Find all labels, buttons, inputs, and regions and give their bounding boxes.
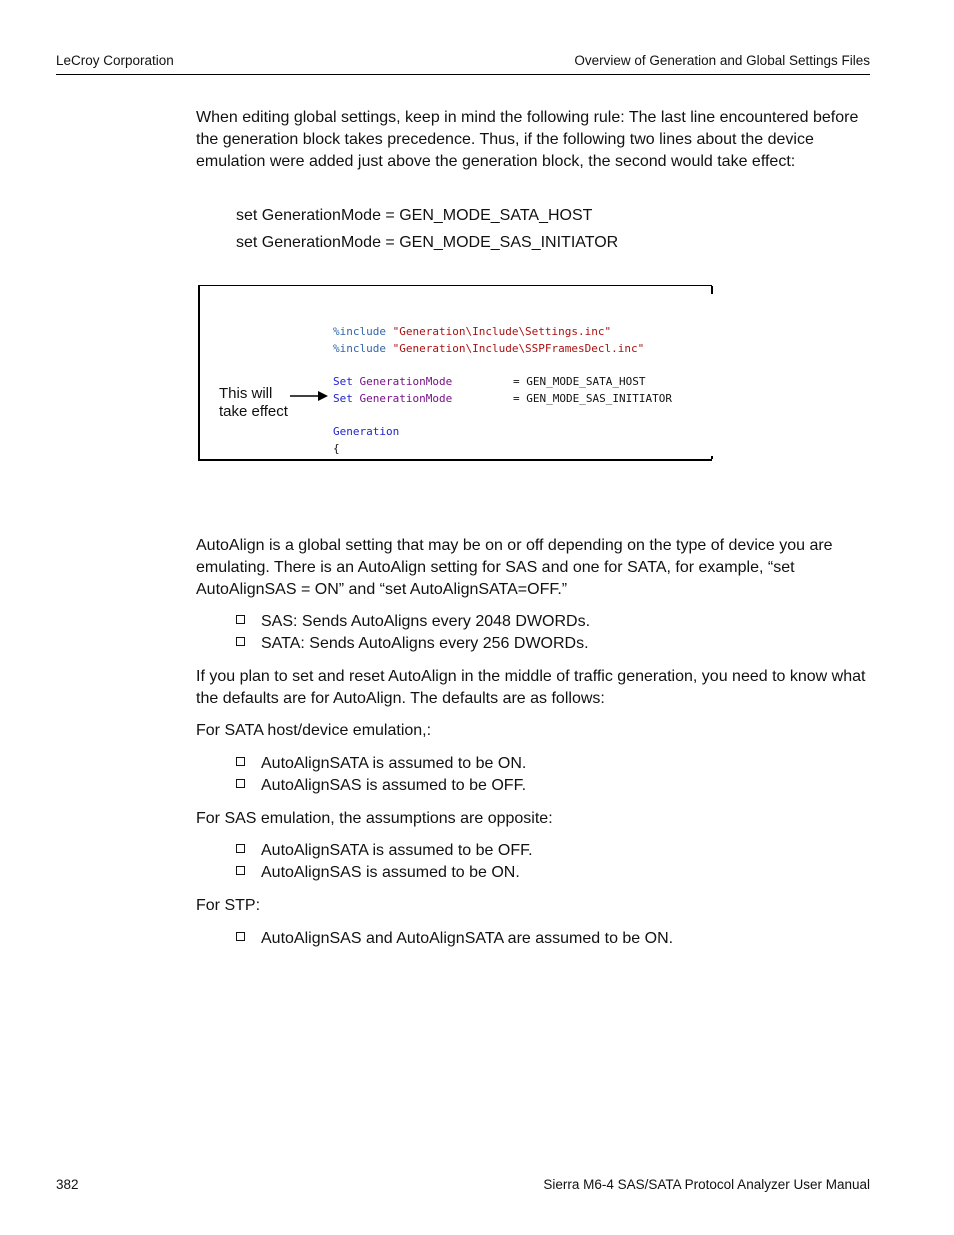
setting-name: GenerationMode [359, 375, 453, 388]
checkbox-bullet-icon [236, 637, 245, 646]
include-path: "Generation\Include\SSPFramesDecl.inc" [392, 342, 645, 355]
checkbox-bullet-icon [236, 779, 245, 788]
checkbox-bullet-icon [236, 757, 245, 766]
arrow-right-icon [290, 389, 330, 403]
callout-label [219, 385, 288, 421]
checkbox-bullet-icon [236, 866, 245, 875]
checkbox-bullet-icon [236, 615, 245, 624]
list-item-text: AutoAlignSAS is assumed to be ON. [261, 864, 520, 881]
running-header-company: LeCroy Corporation [56, 53, 174, 68]
list-item [236, 862, 520, 884]
set-value-1: = GEN_MODE_SATA_HOST [513, 375, 646, 388]
set-keyword: Set [333, 375, 353, 388]
callout-line-1: This will [219, 385, 273, 402]
list-item-text: SAS: Sends AutoAligns every 2048 DWORDs. [261, 613, 591, 630]
list-item [236, 611, 590, 633]
frame-edge [711, 456, 713, 459]
include-path: "Generation\Include\Settings.inc" [392, 325, 612, 338]
set-line-2 [333, 392, 452, 405]
list-item-text: AutoAlignSATA is assumed to be ON. [261, 755, 527, 772]
code-screenshot-figure [198, 285, 712, 461]
include-directive: %include [333, 325, 386, 338]
checkbox-bullet-icon [236, 932, 245, 941]
sata-heading: For SATA host/device emulation,: [196, 722, 432, 739]
list-item-text: AutoAlignSAS and AutoAlignSATA are assumed to be ON. [261, 930, 674, 947]
example-line-1: set GenerationMode = GEN_MODE_SATA_HOST [236, 207, 593, 224]
set-keyword: Set [333, 392, 353, 405]
list-item [236, 840, 533, 862]
stp-heading: For STP: [196, 897, 261, 914]
generation-block-open: { [333, 442, 340, 455]
set-line-1 [333, 375, 452, 388]
list-item [236, 633, 589, 655]
generation-block-name: Generation [333, 425, 400, 438]
intro-paragraph: When editing global settings, keep in mind the following rule: The last line encountered before the generation block takes precedence. Thus, if the following two lines about the device emulation were added just above the generation block, the second would take effect: [196, 109, 859, 170]
checkbox-bullet-icon [236, 844, 245, 853]
include-directive: %include [333, 342, 386, 355]
running-footer-title: Sierra M6-4 SAS/SATA Protocol Analyzer User Manual [543, 1177, 870, 1192]
list-item-text: AutoAlignSAS is assumed to be OFF. [261, 777, 527, 794]
sas-heading: For SAS emulation, the assumptions are opposite: [196, 810, 553, 827]
set-value-2: = GEN_MODE_SAS_INITIATOR [513, 392, 672, 405]
setting-name: GenerationMode [359, 392, 453, 405]
list-item [236, 928, 673, 950]
list-item-text: AutoAlignSATA is assumed to be OFF. [261, 842, 533, 859]
defaults-paragraph: If you plan to set and reset AutoAlign in the middle of traffic generation, you need to know what the defaults are for AutoAlign. The defaults are as follows: [196, 668, 866, 707]
list-item-text: SATA: Sends AutoAligns every 256 DWORDs. [261, 635, 589, 652]
autoalign-paragraph: AutoAlign is a global setting that may be on or off depending on the type of device you are emulating. There is an AutoAlign setting for SAS and one for SATA, for example, “set AutoAlignSAS = ON” and “set AutoAlignSATA=OFF.” [196, 537, 833, 598]
example-line-2: set GenerationMode = GEN_MODE_SAS_INITIATOR [236, 234, 619, 251]
page-number: 382 [56, 1177, 79, 1192]
list-item [236, 753, 526, 775]
include-line-1 [333, 325, 611, 338]
list-item [236, 775, 526, 797]
frame-edge [711, 286, 713, 294]
callout-line-2: take effect [219, 403, 288, 420]
header-divider [56, 74, 870, 75]
running-header-section: Overview of Generation and Global Settings Files [574, 53, 870, 68]
include-line-2 [333, 342, 644, 355]
